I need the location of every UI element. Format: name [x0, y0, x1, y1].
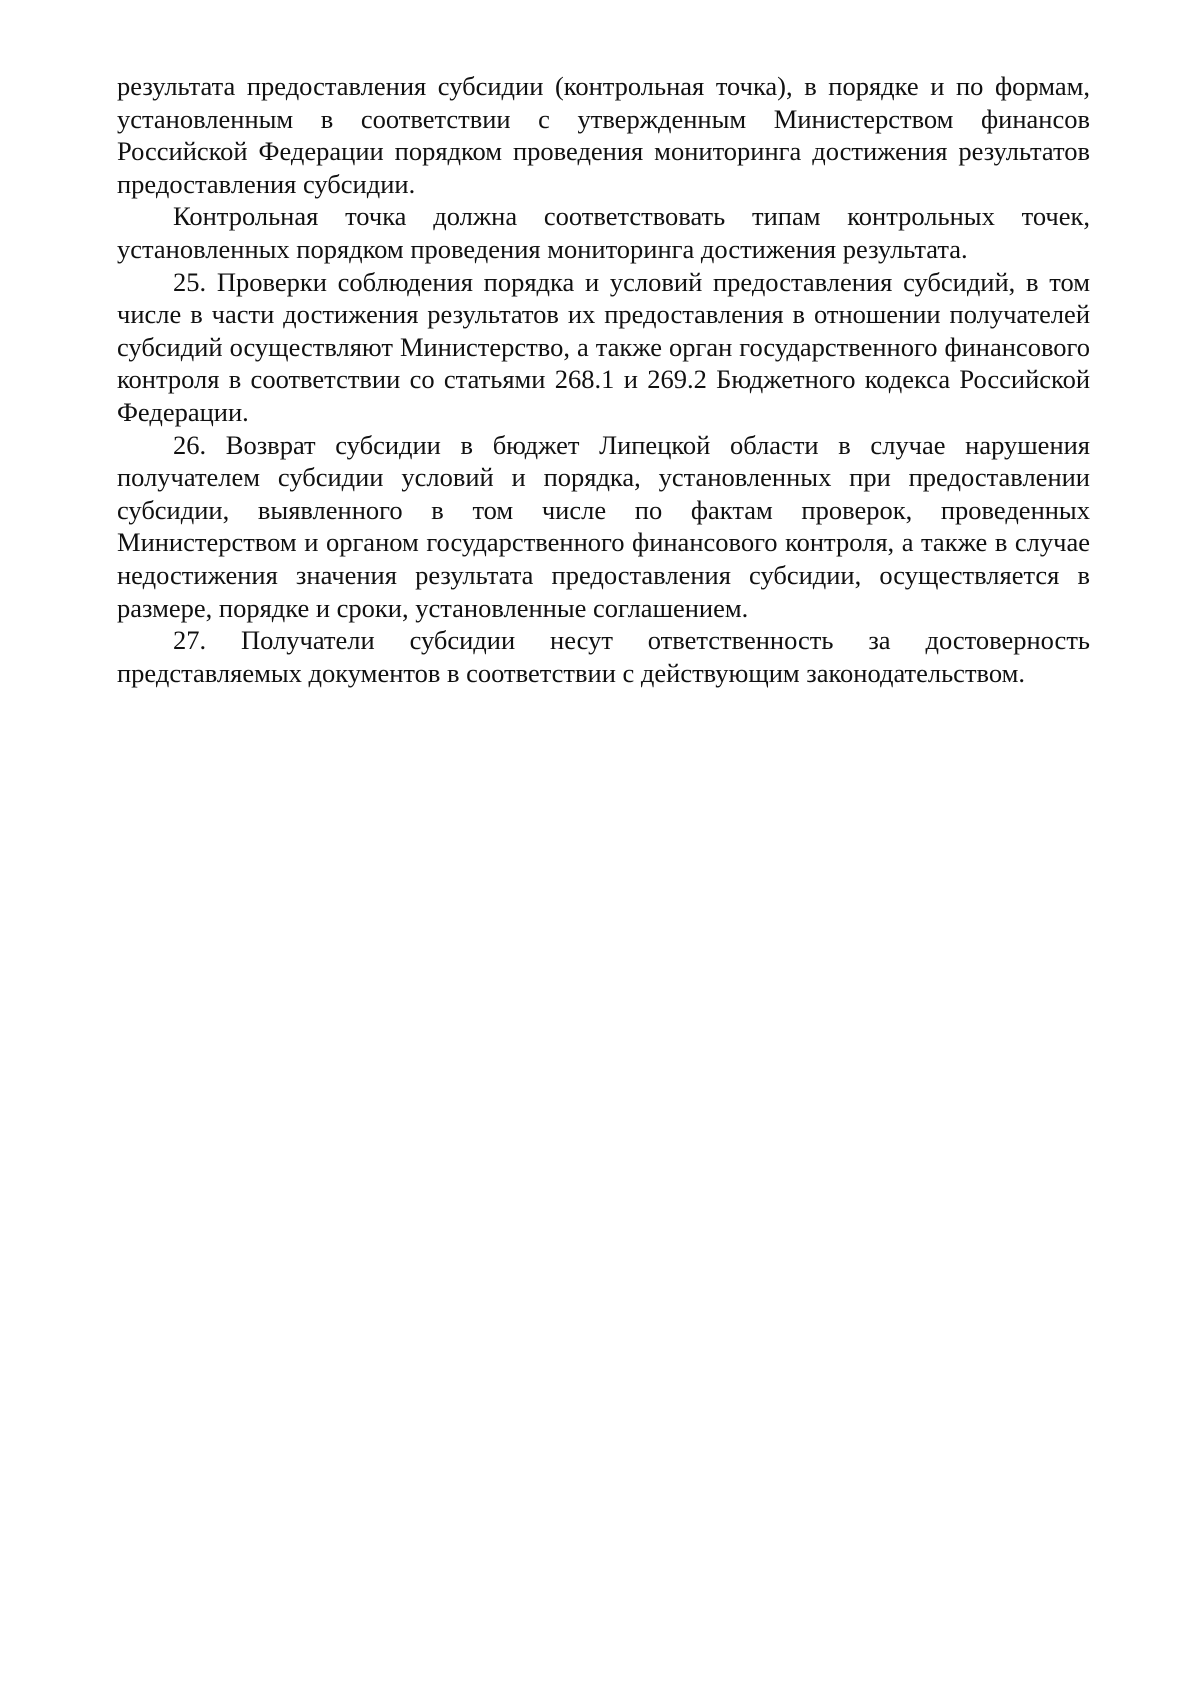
paragraph-continuation: результата предоставления субсидии (контрольная точка), в порядке и по формам, установленным в соответствии с утвержденным Министерством финансов Российской Федерации порядком проведения мониторинга достижения результатов предоставления субсидии. [117, 71, 1090, 199]
paragraph-item-26: 26. Возврат субсидии в бюджет Липецкой области в случае нарушения получателем субсидии условий и порядка, установленных при предоставлении субсидии, выявленного в том числе по фактам проверок, проведенных Министерством и органом государственного финансового контроля, а также в случае недостижения значения результата предоставления субсидии, осуществляется в размере, порядке и сроки, установленные соглашением. [117, 429, 1090, 623]
document-body [117, 70, 1090, 689]
paragraph-item-25: 25. Проверки соблюдения порядка и условий предоставления субсидий, в том числе в части достижения результатов их предоставления в отношении получателей субсидий осуществляют Министерство, а также орган государственного финансового контроля в соответствии со статьями 268.1 и 269.2 Бюджетного кодекса Российской Федерации. [117, 266, 1090, 427]
paragraph-item-27: 27. Получатели субсидии несут ответственность за достоверность представляемых документов в соответствии с действующим законодательством. [117, 625, 1090, 688]
paragraph-control-point: Контрольная точка должна соответствовать типам контрольных точек, установленных порядком проведения мониторинга достижения результата. [117, 201, 1090, 264]
